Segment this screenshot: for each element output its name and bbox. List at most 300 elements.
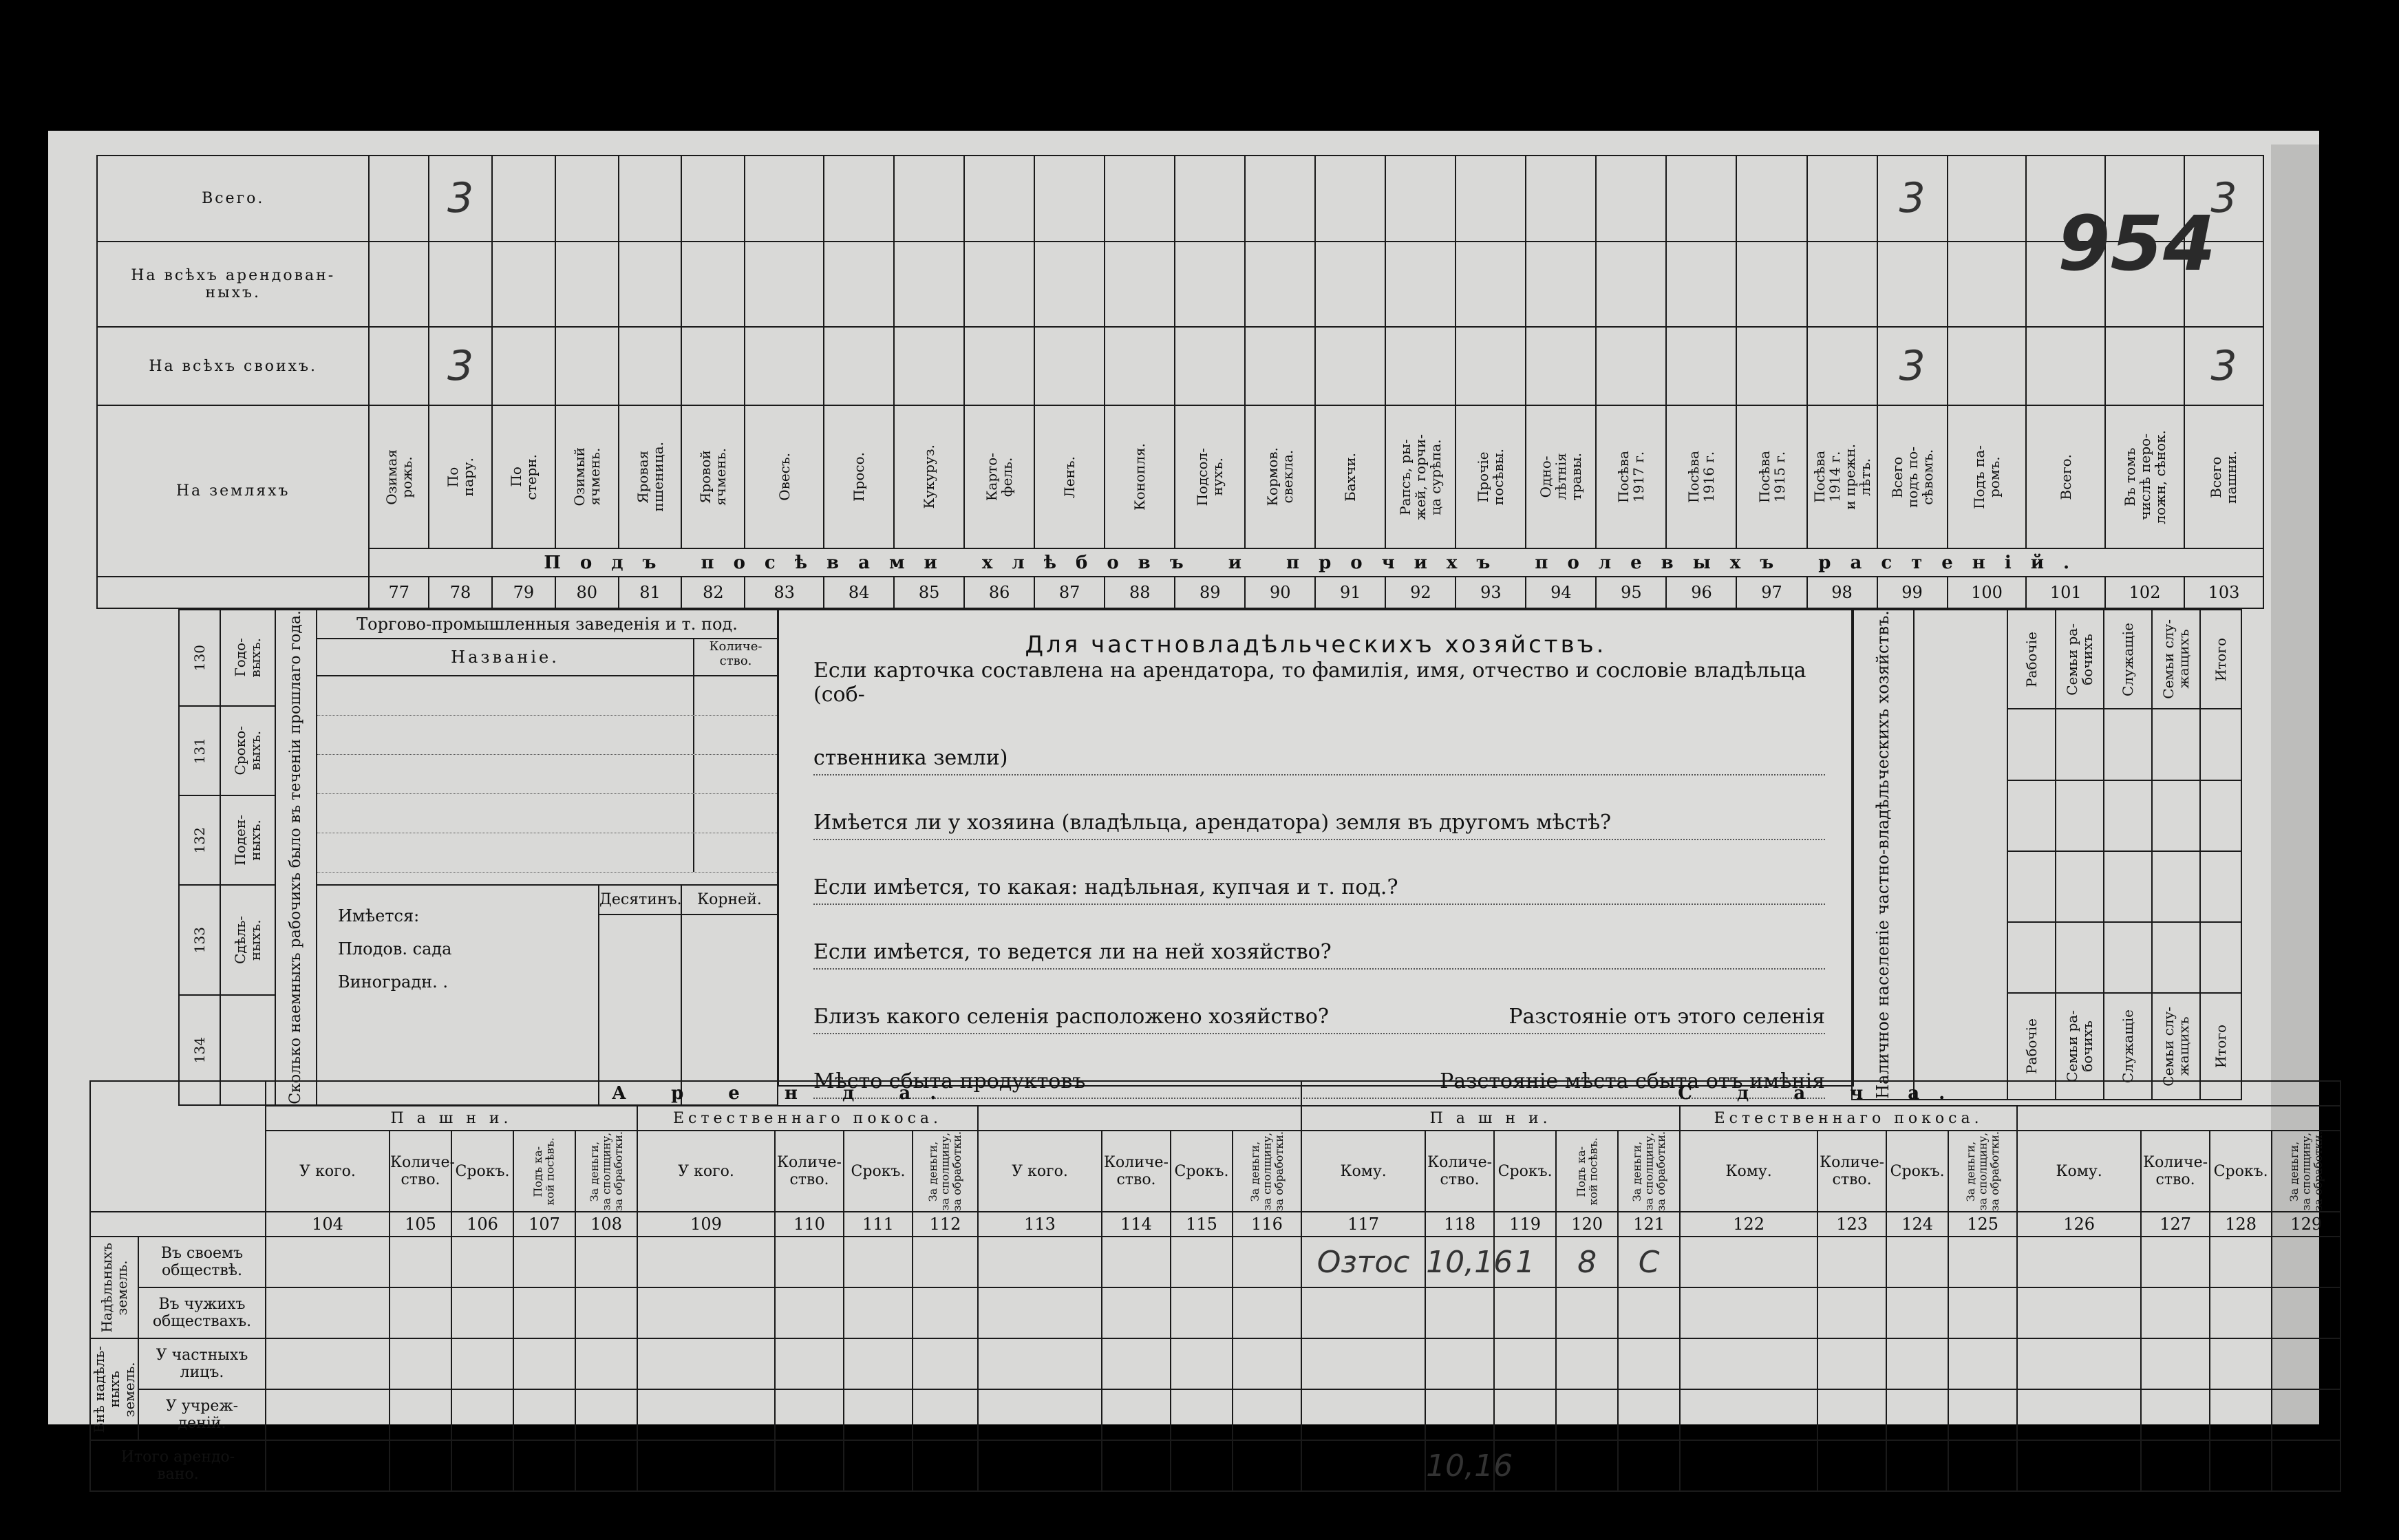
column-header-text: По стерн. <box>507 453 540 500</box>
cell <box>824 156 894 242</box>
column-header-text: Просо. <box>851 452 868 502</box>
total-cell <box>844 1440 913 1491</box>
lease-column-header <box>844 1131 913 1212</box>
lease-column-text: У кого. <box>299 1162 356 1180</box>
lease-cell <box>2017 1237 2141 1287</box>
private-question <box>813 905 1825 970</box>
private-question-text: Мѣсто сбыта продуктовъ <box>813 1069 1086 1093</box>
sublease-column-text: Количе- ство. <box>1820 1154 1885 1189</box>
worker-number <box>179 795 220 885</box>
cell <box>1526 327 1596 405</box>
lease-cell <box>1171 1237 1233 1287</box>
lease-number-text: 114 <box>1120 1215 1152 1234</box>
sublease-column-number <box>1886 1212 1948 1237</box>
lease-cell <box>637 1338 775 1389</box>
lease-cell <box>1886 1338 1948 1389</box>
lease-column-text: Количе- ство. <box>777 1154 842 1189</box>
sublease-column-header <box>1680 1131 1817 1212</box>
sublease-column-number <box>2210 1212 2272 1237</box>
trade-row <box>317 676 777 716</box>
lease-cell <box>1618 1338 1680 1389</box>
cell <box>492 242 555 328</box>
staff-cell <box>2104 922 2152 993</box>
lease-cell <box>390 1389 451 1440</box>
lease-cell <box>1817 1338 1886 1389</box>
lease-cell <box>266 1338 390 1389</box>
lease-number-text: 115 <box>1186 1215 1217 1234</box>
cell <box>1456 156 1526 242</box>
row-label <box>97 405 369 577</box>
row-label-text: На всѣхъ арендован- ныхъ. <box>131 266 336 301</box>
worker-number-text: 130 <box>191 644 208 672</box>
column-header <box>619 405 682 548</box>
cell <box>1315 156 1385 242</box>
staff-footer-text: Итого <box>2213 1024 2230 1069</box>
column-header-text: Посѣва 1914 г. и прежн. лѣтъ. <box>1811 444 1873 510</box>
lease-cell <box>1817 1389 1886 1440</box>
sublease-column-text: Срокъ. <box>1497 1162 1553 1180</box>
private-question-text: Если имѣется, то ведется ли на ней хозяйство? <box>813 940 1332 964</box>
column-header-text: Озимый ячмень. <box>571 447 603 506</box>
lease-cell <box>513 1389 575 1440</box>
private-title: Для частновладѣльческихъ хозяйствъ. <box>1025 631 1607 659</box>
cell <box>1385 242 1456 328</box>
sublease-column-text: Кому. <box>2056 1162 2102 1180</box>
column-number-text: 88 <box>1129 583 1151 603</box>
sublease-column-number <box>2272 1212 2341 1237</box>
sublease-column-number <box>1556 1212 1618 1237</box>
lease-cell <box>1301 1389 1425 1440</box>
lease-cell <box>1556 1287 1618 1338</box>
sublease-column-number <box>1817 1212 1886 1237</box>
cell <box>824 242 894 328</box>
cell <box>429 156 492 242</box>
lease-number-text: 106 <box>467 1215 498 1234</box>
lease-cell <box>2141 1338 2210 1389</box>
column-header-text: Озимая рожь. <box>383 449 415 505</box>
orchard-block <box>317 885 599 1105</box>
sublease-number-text: 120 <box>1571 1215 1603 1234</box>
trade-row <box>317 794 777 833</box>
cell <box>1245 242 1315 328</box>
total-cell <box>2272 1440 2341 1491</box>
column-header-text: Конопля. <box>1131 443 1149 511</box>
staff-header-text: Семьи ра- бочихъ <box>2064 623 2096 696</box>
distance-village-label: Разстояніе отъ этого селенія <box>1508 1005 1825 1029</box>
column-header <box>492 405 555 548</box>
cell <box>1877 242 1948 328</box>
lease-cell <box>451 1338 513 1389</box>
total-cell <box>1233 1440 1301 1491</box>
lease-column-number <box>637 1212 775 1237</box>
worker-type <box>220 610 275 706</box>
row-label-text: Всего. <box>202 189 265 207</box>
staff-footer-text: Семьи слу- жащихъ <box>2160 1006 2193 1087</box>
lease-cell <box>637 1287 775 1338</box>
private-question <box>813 776 1825 840</box>
vineyard-label: Виноградн. . <box>338 972 448 992</box>
worker-type <box>220 795 275 885</box>
cell <box>964 327 1034 405</box>
cell <box>555 242 619 328</box>
lease-column-header <box>978 1131 1102 1212</box>
sublease-number-text: 122 <box>1733 1215 1765 1234</box>
cell <box>1596 327 1666 405</box>
cell <box>1385 327 1456 405</box>
lease-cell <box>1886 1389 1948 1440</box>
cell <box>555 156 619 242</box>
sublease-column-text: Количе- ство. <box>2143 1154 2208 1189</box>
lease-column-header <box>637 1131 775 1212</box>
sublease-column-number <box>1494 1212 1556 1237</box>
trade-qty-header: Количе- ство. <box>709 639 763 668</box>
lease-cell <box>1301 1237 1425 1287</box>
column-number-text: 96 <box>1691 583 1712 603</box>
blank-margin <box>89 610 179 1105</box>
column-header-text: Всего пашни. <box>2208 450 2240 504</box>
column-header <box>1175 405 1245 548</box>
cell <box>681 242 745 328</box>
lease-row-text: Въ своемъ обществѣ. <box>160 1245 244 1280</box>
column-header <box>681 405 745 548</box>
lease-cell <box>575 1287 637 1338</box>
worker-number <box>179 706 220 795</box>
column-header-text: Ленъ. <box>1061 456 1078 498</box>
lease-cell <box>2017 1287 2141 1338</box>
lease-row-text: У учреж- деній. <box>165 1398 239 1433</box>
cell <box>1807 327 1877 405</box>
cell <box>619 156 682 242</box>
sublease-column-header <box>1618 1131 1680 1212</box>
cell <box>1736 156 1806 242</box>
column-header-text: Подъ па- ромъ. <box>1970 445 2003 509</box>
lease-cell <box>1680 1287 1817 1338</box>
lease-cell <box>390 1237 451 1287</box>
total-row-label <box>90 1440 266 1491</box>
lease-cell <box>844 1237 913 1287</box>
sublease-number-text: 128 <box>2225 1215 2257 1234</box>
lease-column-number <box>390 1212 451 1237</box>
lease-cell <box>2272 1338 2341 1389</box>
column-header <box>1736 405 1806 548</box>
staff-header-text: Служащіе <box>2120 622 2137 696</box>
lease-column-header <box>1171 1131 1233 1212</box>
cell <box>492 156 555 242</box>
trade-name-header: Названіе. <box>317 639 694 675</box>
sublease-column-number <box>1425 1212 1494 1237</box>
lease-row-label <box>138 1389 266 1440</box>
lease-column-number <box>451 1212 513 1237</box>
trade-row <box>317 833 777 873</box>
column-header <box>964 405 1034 548</box>
staff-cell <box>2056 780 2104 851</box>
column-header <box>1034 405 1105 548</box>
sublease-column-header <box>1817 1131 1886 1212</box>
cell <box>1666 242 1736 328</box>
cell <box>1666 327 1736 405</box>
crops-band <box>369 548 2263 577</box>
total-cell <box>1301 1440 1425 1491</box>
lease-cell <box>451 1237 513 1287</box>
distance-market-label: Разстояніе мѣста сбыта отъ имѣнія <box>1440 1069 1825 1093</box>
column-header-text: Овесъ. <box>776 453 793 501</box>
row-label-text: На всѣхъ своихъ. <box>149 357 318 375</box>
total-cell <box>775 1440 844 1491</box>
sublease-column-number <box>2141 1212 2210 1237</box>
lease-cell <box>390 1287 451 1338</box>
lease-column-text: Срокъ. <box>851 1162 906 1180</box>
lease-cell <box>2272 1237 2341 1287</box>
column-number <box>1877 577 1948 608</box>
worker-number-text: 134 <box>191 1036 208 1063</box>
total-cell <box>1817 1440 1886 1491</box>
row-label <box>97 242 369 328</box>
cell <box>429 242 492 328</box>
column-header-text: Прочіе посѣвы. <box>1475 448 1507 506</box>
cell <box>964 156 1034 242</box>
cell <box>1736 327 1806 405</box>
column-number-text: 82 <box>703 583 724 603</box>
lease-cell <box>266 1389 390 1440</box>
land-group-text: Надѣльныхъ земель. <box>98 1242 130 1333</box>
total-cell <box>913 1440 978 1491</box>
cell <box>1175 156 1245 242</box>
column-header <box>1807 405 1877 548</box>
column-header-text: Въ томъ числѣ перо- ложн, сѣнок. <box>2121 429 2168 524</box>
cell <box>894 327 964 405</box>
cell <box>1877 327 1948 405</box>
lease-column-number <box>978 1212 1102 1237</box>
lease-column-header <box>575 1131 637 1212</box>
lease-cell <box>1556 1389 1618 1440</box>
sublease-column-text: Срокъ. <box>2213 1162 2268 1180</box>
sublease-column-header <box>1556 1131 1618 1212</box>
column-number-text: 100 <box>1971 583 2003 603</box>
total-cell <box>2141 1440 2210 1491</box>
column-header-text: Всего. <box>2057 453 2074 500</box>
handwritten-value: 3 <box>447 342 474 391</box>
total-cell <box>2017 1440 2141 1491</box>
worker-type <box>220 706 275 795</box>
lease-cell <box>978 1338 1102 1389</box>
private-question-text: ственника земли) <box>813 746 1008 770</box>
column-header-text: Всего подъ по- сѣвомъ. <box>1888 446 1936 508</box>
private-question <box>813 970 1825 1034</box>
column-number-text: 78 <box>449 583 471 603</box>
sublease-column-header <box>1886 1131 1948 1212</box>
column-number-text: 94 <box>1550 583 1572 603</box>
trade-row <box>317 755 777 794</box>
cell <box>894 242 964 328</box>
cell <box>1807 242 1877 328</box>
lease-cell <box>978 1287 1102 1338</box>
lease-cell <box>451 1287 513 1338</box>
population-block <box>1851 609 2278 1099</box>
cell <box>1385 156 1456 242</box>
cell <box>681 327 745 405</box>
group-header <box>1680 1106 2017 1131</box>
column-header <box>1948 405 2027 548</box>
desyatin-header: Десятинъ. <box>599 886 681 915</box>
staff-header <box>2152 610 2200 709</box>
total-cell <box>513 1440 575 1491</box>
handwritten-value: Озтос <box>1316 1244 1410 1280</box>
sdacha-header <box>1301 1081 2341 1106</box>
column-header-text: Кукуруз. <box>921 445 938 509</box>
column-number-text: 87 <box>1058 583 1080 603</box>
lease-cell <box>1618 1237 1680 1287</box>
lease-column-text: У кого. <box>678 1162 734 1180</box>
lease-number-text: 110 <box>793 1215 825 1234</box>
column-header <box>2026 405 2105 548</box>
column-header <box>1245 405 1315 548</box>
column-number <box>429 577 492 608</box>
cell <box>555 327 619 405</box>
private-question <box>813 711 1825 776</box>
lease-cell <box>575 1338 637 1389</box>
handwritten-value: 10,16 <box>1426 1448 1513 1484</box>
lease-cell <box>575 1389 637 1440</box>
group-header <box>637 1106 978 1131</box>
lease-cell <box>1233 1338 1301 1389</box>
lease-cell <box>513 1237 575 1287</box>
column-number-text: 79 <box>513 583 535 603</box>
orchard-label: Плодов. сада <box>338 939 452 959</box>
lease-column-header <box>513 1131 575 1212</box>
private-question-text: Имѣется ли у хозяина (владѣльца, арендатора) земля въ другомъ мѣстѣ? <box>813 811 1612 835</box>
cell <box>1456 327 1526 405</box>
lease-number-text: 105 <box>405 1215 436 1234</box>
lease-cell <box>1948 1338 2017 1389</box>
cell <box>2184 327 2263 405</box>
column-number <box>555 577 619 608</box>
lease-cell <box>1102 1237 1171 1287</box>
group-header <box>1301 1106 1680 1131</box>
row-label <box>97 327 369 405</box>
population-caption <box>1852 610 1914 1100</box>
lease-row-text: Въ чужихъ обществахъ. <box>152 1296 252 1331</box>
lease-column-number <box>844 1212 913 1237</box>
lease-cell <box>1494 1338 1556 1389</box>
staff-footer-text: Служащіе <box>2120 1009 2137 1083</box>
sublease-number-text: 124 <box>1901 1215 1934 1234</box>
lease-table <box>89 1080 2325 1484</box>
lease-column-header <box>266 1131 390 1212</box>
lease-cell <box>1618 1389 1680 1440</box>
staff-cell <box>2152 709 2200 780</box>
hired-caption-text: Сколько наемныхъ рабочихъ было въ теченіи прошлаго года. <box>286 610 304 1104</box>
land-group <box>90 1338 138 1440</box>
has-label: Имѣется: <box>338 906 420 926</box>
band-text: Подъ посѣвами хлѣбовъ и прочихъ полевыхъ растеній. <box>544 552 2089 573</box>
column-number-text: 90 <box>1270 583 1291 603</box>
lease-cell <box>266 1287 390 1338</box>
cell <box>1948 327 2027 405</box>
cell <box>619 327 682 405</box>
staff-header <box>2104 610 2152 709</box>
column-number <box>369 577 429 608</box>
staff-cell <box>2200 709 2241 780</box>
sublease-column-number <box>1948 1212 2017 1237</box>
lease-cell <box>575 1237 637 1287</box>
trade-block <box>317 610 778 885</box>
lease-column-number <box>1171 1212 1233 1237</box>
column-header <box>369 405 429 548</box>
column-number-text: 77 <box>388 583 410 603</box>
lease-cell <box>844 1338 913 1389</box>
column-number-text: 97 <box>1761 583 1782 603</box>
total-cell <box>390 1440 451 1491</box>
column-header-text: Яровой ячмень. <box>697 448 729 506</box>
sublease-column-header <box>1425 1131 1494 1212</box>
worker-number-text: 131 <box>191 737 208 764</box>
column-number <box>964 577 1034 608</box>
column-number <box>1456 577 1526 608</box>
handwritten-value: 8 <box>1577 1244 1597 1280</box>
lease-number-text: 116 <box>1251 1215 1283 1234</box>
blank-cell <box>90 1081 266 1212</box>
staff-header-text: Итого <box>2213 637 2230 681</box>
sublease-column-header <box>2210 1131 2272 1212</box>
handwritten-value: 3 <box>447 174 474 223</box>
total-cell <box>2210 1440 2272 1491</box>
cell <box>1456 242 1526 328</box>
row-label-text: На земляхъ <box>175 482 290 500</box>
handwritten-value: 3 <box>1899 174 1926 223</box>
column-number-text: 95 <box>1621 583 1642 603</box>
column-number-text: 80 <box>576 583 597 603</box>
row-label <box>97 156 369 242</box>
staff-cell <box>2056 851 2104 922</box>
lease-cell <box>1556 1237 1618 1287</box>
lease-column-header <box>913 1131 978 1212</box>
cell <box>1315 242 1385 328</box>
census-form <box>89 138 2325 1484</box>
lease-row-text: У частныхъ лицъ. <box>156 1347 248 1382</box>
staff-cell <box>2200 780 2241 851</box>
lease-number-text: 109 <box>690 1215 722 1234</box>
staff-cell <box>2007 709 2056 780</box>
sublease-column-number <box>1301 1212 1425 1237</box>
sublease-number-text: 117 <box>1347 1215 1380 1234</box>
column-number <box>1948 577 2027 608</box>
column-number-text: 91 <box>1340 583 1361 603</box>
sublease-number-text: 125 <box>1967 1215 1999 1234</box>
lease-number-text: 111 <box>862 1215 894 1234</box>
lease-column-header <box>775 1131 844 1212</box>
column-number-text: 98 <box>1831 583 1853 603</box>
sublease-column-header <box>2272 1131 2341 1212</box>
lease-cell <box>775 1389 844 1440</box>
staff-footer-text: Рабочіе <box>2023 1018 2040 1074</box>
cell <box>894 156 964 242</box>
cell <box>964 242 1034 328</box>
lease-column-number <box>1233 1212 1301 1237</box>
staff-cell <box>2007 780 2056 851</box>
column-number <box>1385 577 1456 608</box>
cell <box>369 242 429 328</box>
blank-cell <box>1914 610 2007 1100</box>
column-number <box>894 577 964 608</box>
cell <box>745 242 824 328</box>
lease-number-text: 112 <box>929 1215 961 1234</box>
lease-cell <box>913 1237 978 1287</box>
lease-column-text: Срокъ. <box>455 1162 510 1180</box>
lease-cell <box>1301 1287 1425 1338</box>
worker-type-text: Поден- ныхъ. <box>232 815 264 866</box>
sublease-column-number <box>1680 1212 1817 1237</box>
cell <box>492 327 555 405</box>
